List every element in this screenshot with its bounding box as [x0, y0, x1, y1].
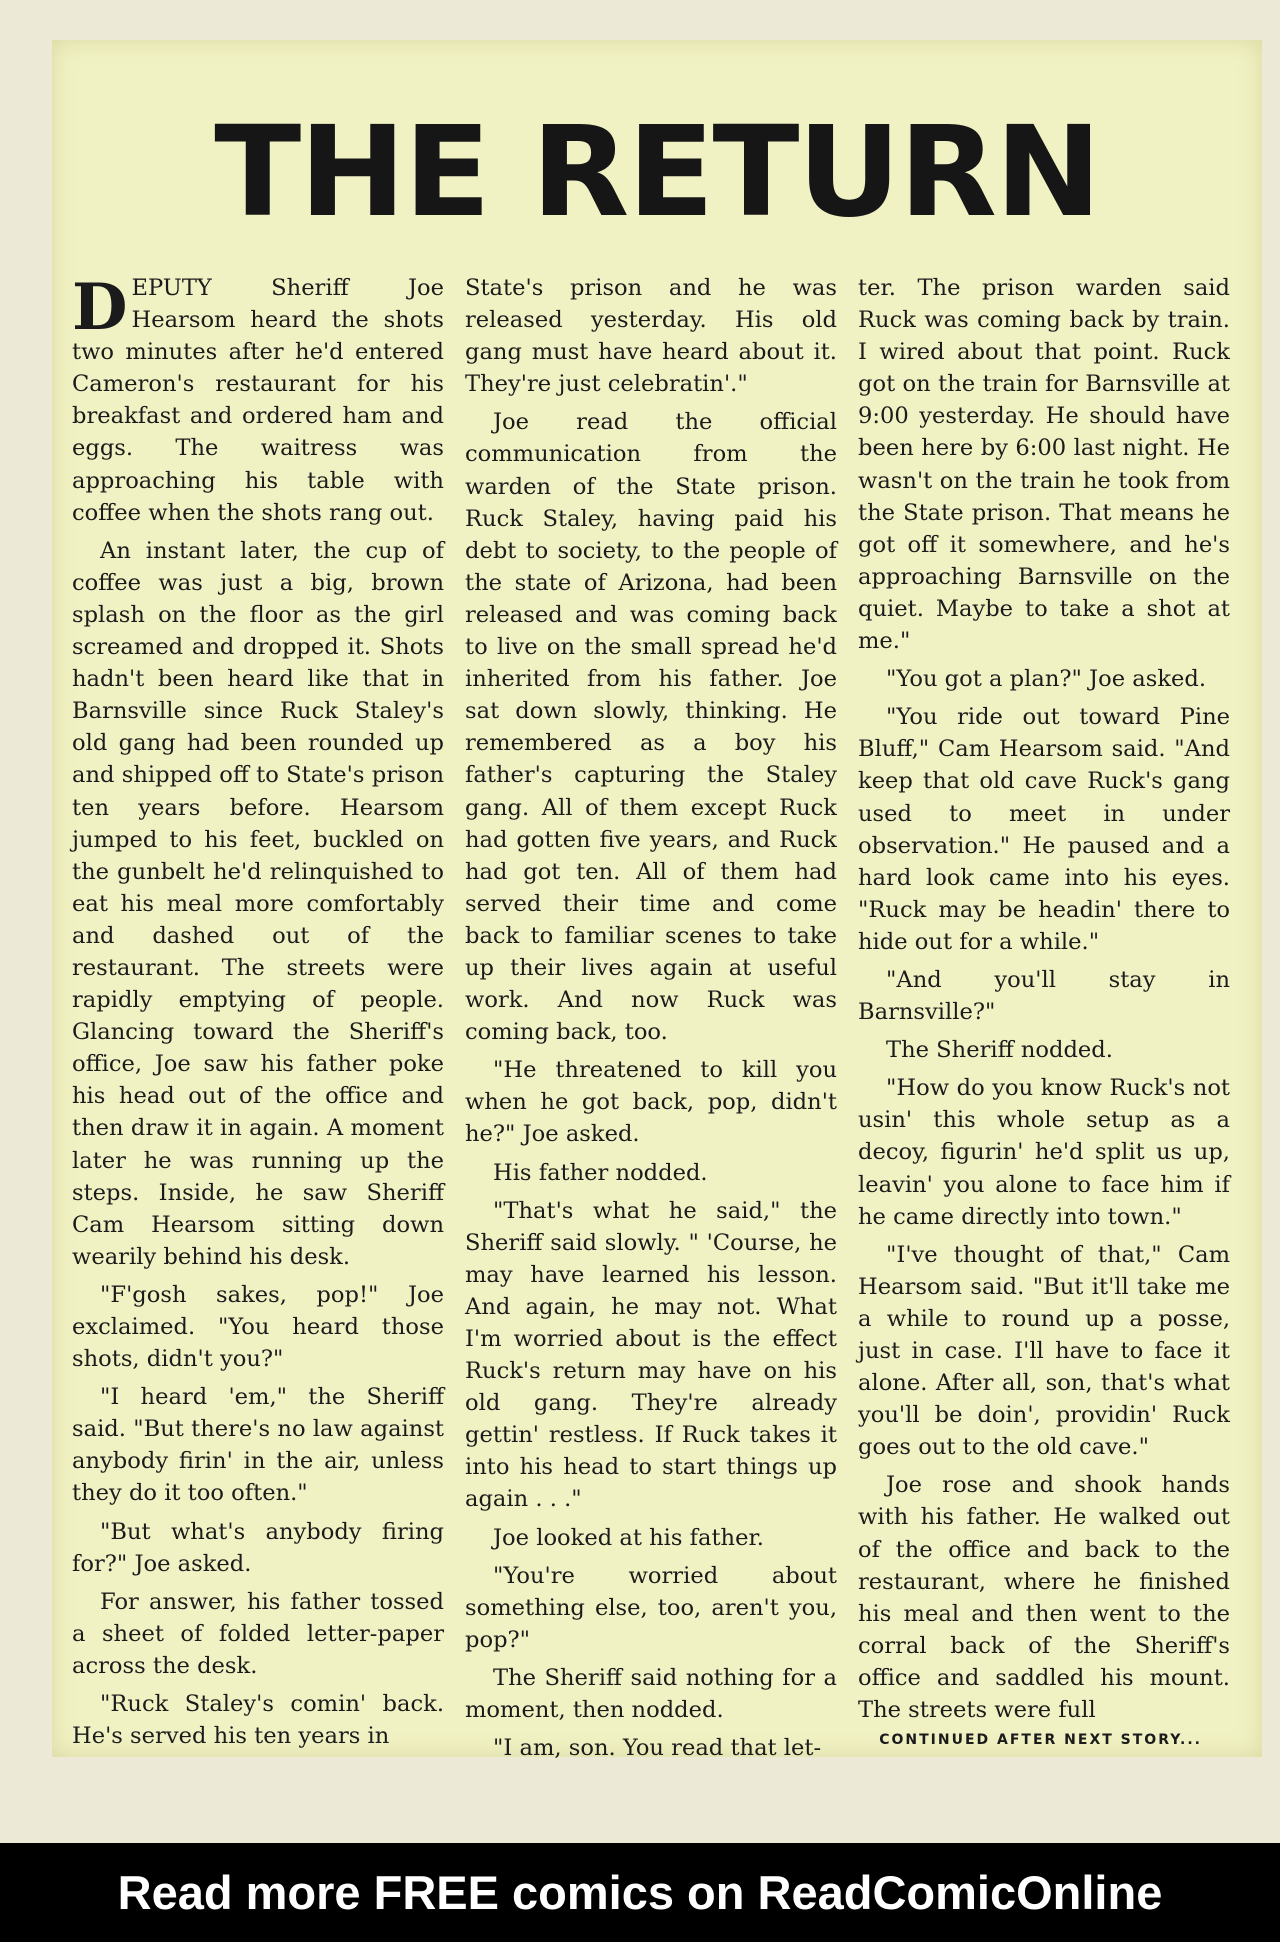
- promo-banner-link[interactable]: Read more FREE comics on ReadComicOnline: [0, 1843, 1280, 1942]
- text-column-2: [465, 272, 837, 1762]
- paragraph-text: Sheriff Joe Hearsom heard the shots two minutes after he'd entered Cameron's restaurant for his breakfast and ordered ham and eggs. The waitress was approaching his table with coffee when the shots rang out.: [72, 275, 444, 526]
- paragraph: "He threatened to kill you when he got back, pop, didn't he?" Joe asked.: [465, 1057, 837, 1148]
- drop-cap: D: [72, 270, 128, 345]
- text-column-1: [72, 270, 444, 1750]
- paragraph: "How do you know Ruck's not usin' this whole setup as a decoy, figurin' he'd split us up, leavin' you alone to face him if he came directly into town.": [858, 1075, 1230, 1230]
- paragraph: "I heard 'em," the Sheriff said. "But there's no law against anybody firin' in the air, unless they do it too often.": [72, 1384, 444, 1507]
- paragraph: An instant later, the cup of coffee was just a big, brown splash on the floor as the girl screamed and dropped it. Shots hadn't been heard like that in Barnsville since Ruck Staley's old gang had been rounded up and shipped off to State's prison ten years before. Hearsom jumped to his feet, buckled on the gunbelt he'd relinquished to eat his meal more comfortably and dashed out of the restaurant. The streets were rapidly emptying of people. Glancing toward the Sheriff's office, Joe saw his father poke his head out of the office and then draw it in again. A moment later he was running up the steps. Inside, he saw Sheriff Cam Hearsom sitting down wearily behind his desk.: [72, 537, 444, 1270]
- paragraph: The Sheriff said nothing for a moment, then nodded.: [465, 1664, 837, 1724]
- first-word: EPUTY: [131, 275, 212, 301]
- story-page: [52, 40, 1262, 1762]
- paragraph: "And you'll stay in Barnsville?": [858, 966, 1230, 1026]
- paragraph: Joe looked at his father.: [493, 1524, 764, 1551]
- paragraph: [72, 272, 444, 529]
- paragraph: "That's what he said," the Sheriff said slowly. " 'Course, he may have learned his lesson. And again, he may not. What I'm worried about is the effect Ruck's return may have on his old gang. They're already gettin' restless. If Ruck takes it into his head to start things up again . . .": [465, 1197, 837, 1513]
- paragraph: Joe read the official communication from the warden of the State prison. Ruck Staley, having paid his debt to society, to the people of the state of Arizona, had been released and was coming back to live on the small spread he'd inherited from his father. Joe sat down slowly, thinking. He remembered as a boy his father's capturing the Staley gang. All of them except Ruck had gotten five years, and Ruck had got ten. All of them had served their time and come back to familiar scenes to take up their lives again at useful work. And now Ruck was coming back, too.: [465, 409, 837, 1046]
- paragraph: State's prison and he was released yesterday. His old gang must have heard about it. They're just celebratin'.": [465, 275, 837, 398]
- paragraph: "You ride out toward Pine Bluff," Cam Hearsom said. "And keep that old cave Ruck's gang used to meet in under observation." He paused and a hard look came into his eyes. "Ruck may be headin' there to hide out for a while.": [858, 704, 1230, 955]
- paragraph: For answer, his father tossed a sheet of folded letter-paper across the desk.: [72, 1588, 444, 1679]
- paragraph: Joe rose and shook hands with his father. He walked out of the office and back to the restaurant, where he finished his meal and then went to the corral back of the Sheriff's office and saddled his mount. The streets were full: [858, 1472, 1230, 1724]
- paragraph: "I've thought of that," Cam Hearsom said. "But it'll take me a while to round up a posse, just in case. I'll have to face it alone. After all, son, that's what you'll be doin', providin' Ruck goes out to the old cave.": [858, 1241, 1230, 1461]
- paragraph: "Ruck Staley's comin' back. He's served his ten years in: [72, 1691, 444, 1750]
- paragraph: The Sheriff nodded.: [886, 1037, 1113, 1064]
- story-title: THE RETURN: [214, 100, 1100, 245]
- paragraph: "But what's anybody firing for?" Joe asked.: [72, 1518, 444, 1577]
- paragraph: "You're worried about something else, too, aren't you, pop?": [465, 1562, 837, 1653]
- paragraph: "You got a plan?" Joe asked.: [886, 666, 1207, 693]
- text-column-3: [858, 272, 1230, 1722]
- continued-note: CONTINUED AFTER NEXT STORY...: [879, 1732, 1202, 1748]
- paragraph: "F'gosh sakes, pop!" Joe exclaimed. "You heard those shots, didn't you?": [72, 1281, 444, 1373]
- paragraph: "I am, son. You read that let-: [493, 1735, 822, 1762]
- paragraph: His father nodded.: [493, 1159, 708, 1186]
- paragraph: ter. The prison warden said Ruck was coming back by train. I wired about that point. Ruck got on the train for Barnsville at 9:00 yesterday. He should have been here by 6:00 last night. He wasn't on the train he took from the State prison. That means he got off it somewhere, and he's approaching Barnsville on the quiet. Maybe to take a shot at me.": [858, 275, 1230, 655]
